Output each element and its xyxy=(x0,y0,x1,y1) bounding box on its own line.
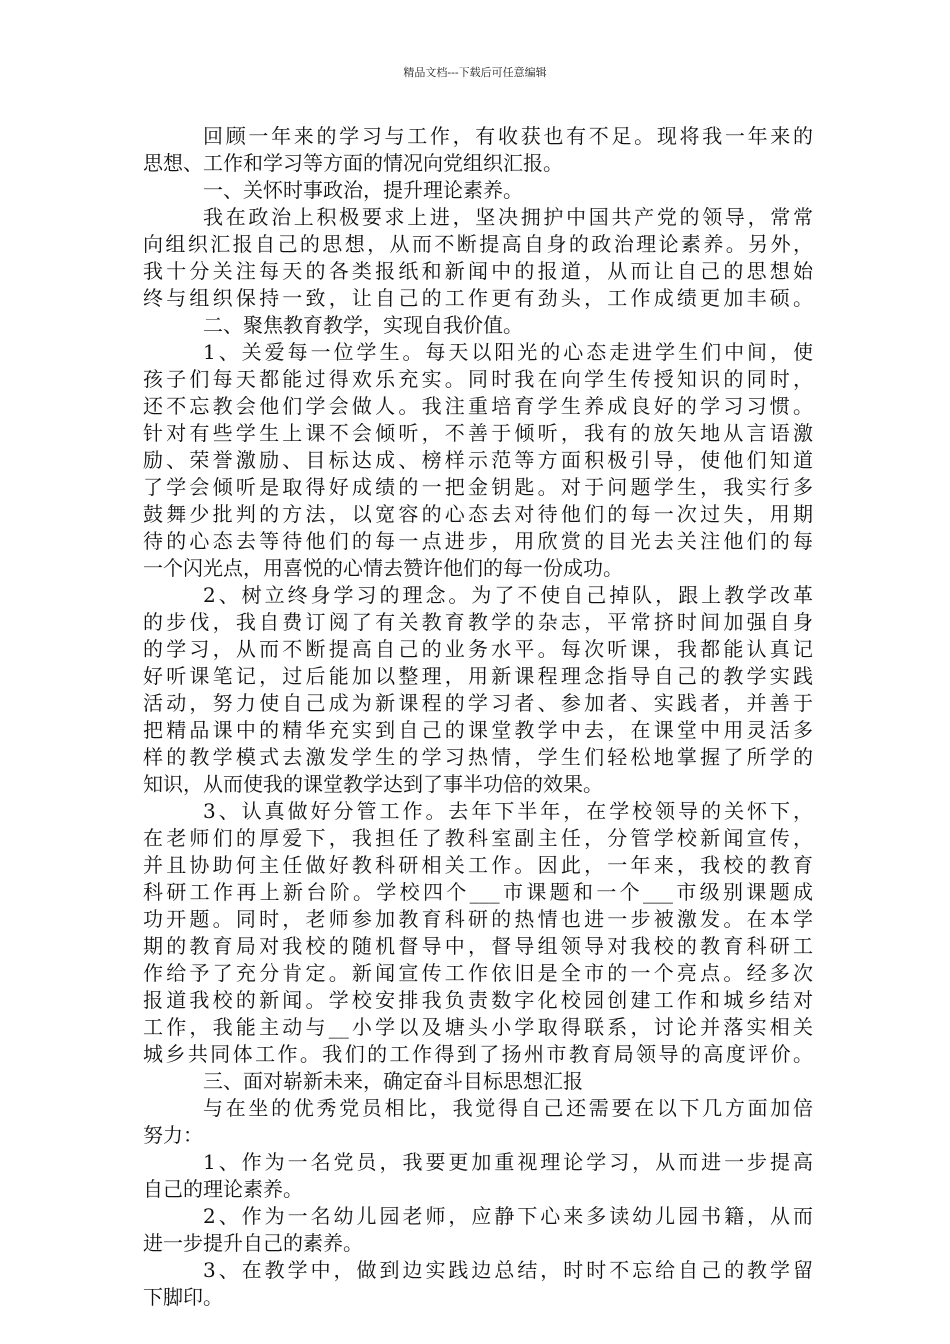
text-line: 报道我校的新闻。学校安排我负责数字化校园创建工作和城乡结对 xyxy=(143,988,813,1012)
text-line: 自己的理论素养。 xyxy=(143,1177,303,1201)
text-line: 三、面对崭新未来，确定奋斗目标思想汇报 xyxy=(203,1069,583,1093)
text-line: 期的教育局对我校的随机督导中，督导组领导对我校的教育科研工 xyxy=(143,934,813,958)
text-line: 了学会倾听是取得好成绩的一把金钥匙。对于问题学生，我实行多 xyxy=(143,475,813,499)
text-line: 活动，努力使自己成为新课程的学习者、参加者、实践者，并善于 xyxy=(143,691,813,715)
text-line: 思想、工作和学习等方面的情况向党组织汇报。 xyxy=(143,151,563,175)
text-line: 一、关怀时事政治，提升理论素养。 xyxy=(203,178,523,202)
text-line: 3、认真做好分管工作。去年下半年，在学校领导的关怀下， xyxy=(203,799,813,823)
text-line: 2、树立终身学习的理念。为了不使自己掉队，跟上教学改革 xyxy=(203,583,813,607)
text-line: 励、荣誉激励、目标达成、榜样示范等方面积极引导，使他们知道 xyxy=(143,448,813,472)
text-line: 3、在教学中，做到边实践边总结，时时不忘给自己的教学留 xyxy=(203,1258,813,1282)
text-line: 并且协助何主任做好教科研相关工作。因此，一年来，我校的教育 xyxy=(143,853,813,877)
text-line: 把精品课中的精华充实到自己的课堂教学中去，在课堂中用灵活多 xyxy=(143,718,813,742)
text-line: 待的心态去等待他们的每一点进步，用欣赏的目光去关注他们的每 xyxy=(143,529,813,553)
text-line: 功开题。同时，老师参加教育科研的热情也进一步被激发。在本学 xyxy=(143,907,813,931)
text-line: 我在政治上积极要求上进，坚决拥护中国共产党的领导，常常 xyxy=(203,205,813,229)
text-line: 下脚印。 xyxy=(143,1285,223,1309)
text-line: 2、作为一名幼儿园老师，应静下心来多读幼儿园书籍，从而 xyxy=(203,1204,813,1228)
text-line: 作给予了充分肯定。新闻宣传工作依旧是全市的一个亮点。经多次 xyxy=(143,961,813,985)
text-line: 城乡共同体工作。我们的工作得到了扬州市教育局领导的高度评价。 xyxy=(143,1042,813,1066)
text-line: 终与组织保持一致，让自己的工作更有劲头，工作成绩更加丰硕。 xyxy=(143,286,813,310)
text-line: 科研工作再上新台阶。学校四个___市课题和一个___市级别课题成 xyxy=(143,880,813,904)
text-line: 针对有些学生上课不会倾听，不善于倾听，我有的放矢地从言语激 xyxy=(143,421,813,445)
text-line: 还不忘教会他们学会做人。我注重培育学生养成良好的学习习惯。 xyxy=(143,394,813,418)
text-line: 1、关爱每一位学生。每天以阳光的心态走进学生们中间，使 xyxy=(203,340,813,364)
text-line: 努力： xyxy=(143,1123,203,1147)
text-line: 1、作为一名党员，我要更加重视理论学习，从而进一步提高 xyxy=(203,1150,813,1174)
text-line: 回顾一年来的学习与工作，有收获也有不足。现将我一年来的 xyxy=(203,124,813,148)
text-line: 工作，我能主动与__小学以及塘头小学取得联系，讨论并落实相关 xyxy=(143,1015,813,1039)
text-line: 在老师们的厚爱下，我担任了教科室副主任，分管学校新闻宣传， xyxy=(143,826,813,850)
text-line: 一个闪光点，用喜悦的心情去赞许他们的每一份成功。 xyxy=(143,556,623,580)
text-line: 与在坐的优秀党员相比，我觉得自己还需要在以下几方面加倍 xyxy=(203,1096,813,1120)
text-line: 孩子们每天都能过得欢乐充实。同时我在向学生传授知识的同时， xyxy=(143,367,813,391)
text-line: 二、聚焦教育教学，实现自我价值。 xyxy=(203,313,523,337)
document-body xyxy=(143,123,813,1311)
text-line: 的步伐，我自费订阅了有关教育教学的杂志，平常挤时间加强自身 xyxy=(143,610,813,634)
page-header: 精品文档---下载后可任意编辑 xyxy=(403,66,547,79)
text-line: 进一步提升自己的素养。 xyxy=(143,1231,363,1255)
text-line: 样的教学模式去激发学生的学习热情，学生们轻松地掌握了所学的 xyxy=(143,745,813,769)
text-line: 向组织汇报自己的思想，从而不断提高自身的政治理论素养。另外， xyxy=(143,232,813,256)
text-line: 鼓舞少批判的方法，以宽容的心态去对待他们的每一次过失，用期 xyxy=(143,502,813,526)
text-line: 知识，从而使我的课堂教学达到了事半功倍的效果。 xyxy=(143,772,603,796)
text-line: 的学习，从而不断提高自己的业务水平。每次听课，我都能认真记 xyxy=(143,637,813,661)
text-line: 好听课笔记，过后能加以整理，用新课程理念指导自己的教学实践 xyxy=(143,664,813,688)
text-line: 我十分关注每天的各类报纸和新闻中的报道，从而让自己的思想始 xyxy=(143,259,813,283)
